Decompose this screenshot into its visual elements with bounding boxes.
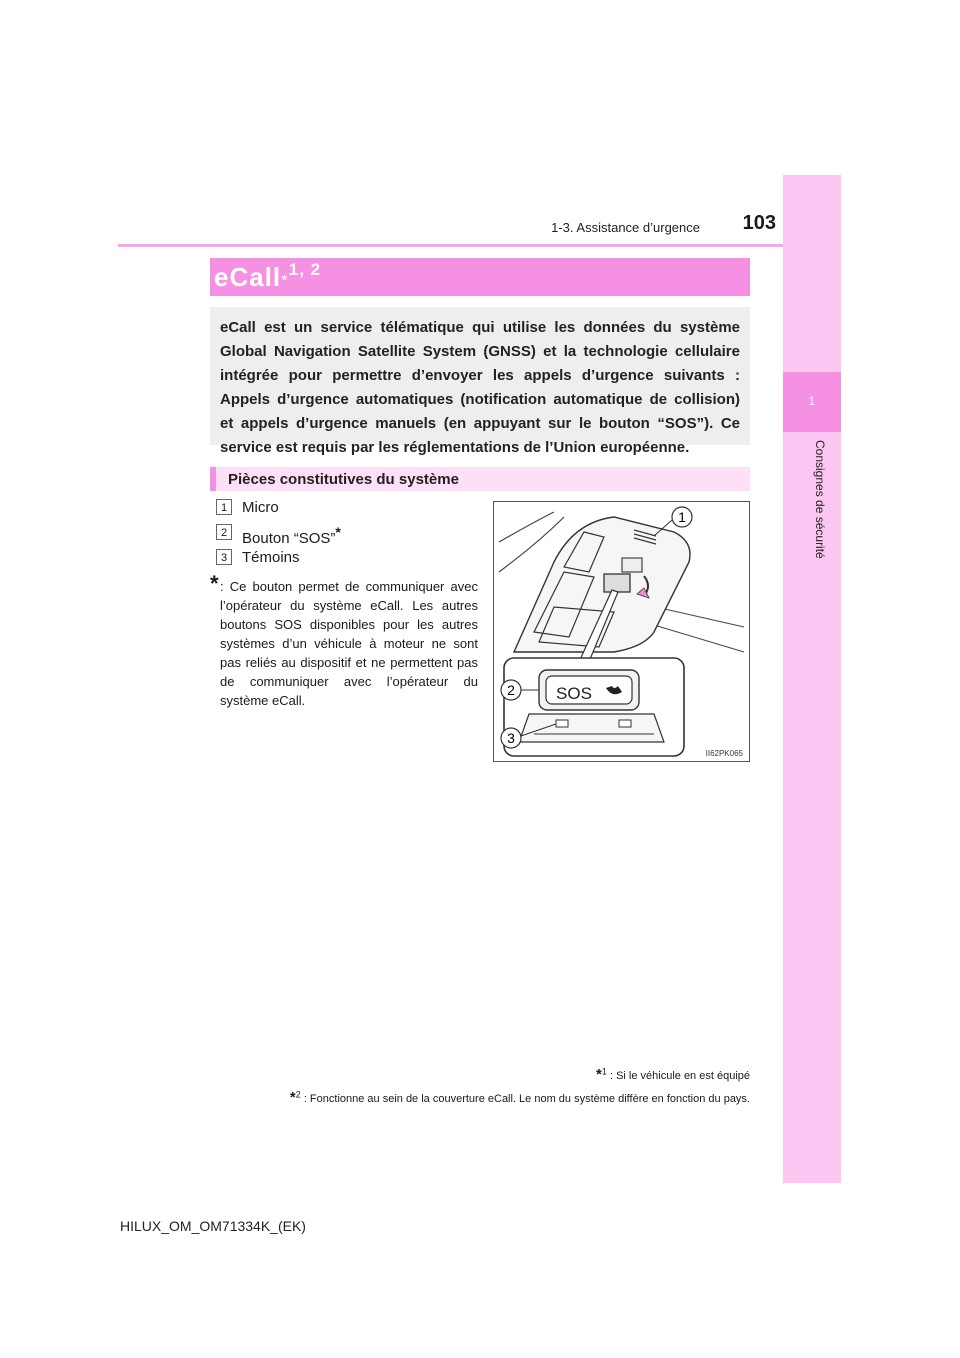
callout-1: 1	[678, 509, 686, 525]
section-title: 1-3. Assistance d’urgence	[551, 220, 700, 235]
list-item	[216, 549, 476, 569]
subheading	[210, 467, 750, 491]
title-asterisk: *	[281, 271, 289, 290]
note-asterisk: *	[210, 571, 219, 596]
list-item	[216, 499, 476, 519]
title-bar	[210, 258, 750, 296]
page-title: eCall*$^{1, 2}$	[214, 260, 322, 292]
side-tab-label: Consignes de sécurité	[813, 440, 827, 559]
side-tab	[783, 175, 841, 1183]
subheading-text: Pièces constitutives du système	[228, 471, 459, 488]
intro-text: eCall est un service télématique qui utilise les données du système Global Navigation Satellite System (GNSS) et la technologie cellulaire intégrée pour permettre d’envoyer les appels d’urgence suivants : Appels d’urgence automatiques (notification automatique de collision) et appels d’urgence manuels (en appuyant sur le bouton “SOS”). Ce service est requis par les réglementations de l’Union européenne.	[220, 319, 740, 456]
sos-button-text: SOS	[556, 684, 592, 703]
figure-overhead-console	[493, 501, 750, 762]
callout-3: 3	[507, 730, 515, 746]
item-mark: *	[335, 524, 341, 540]
item-label: Bouton “SOS”*	[242, 524, 341, 547]
console-illustration	[494, 502, 749, 761]
note-text: : Ce bouton permet de communiquer avec l’opérateur du système eCall. Les autres boutons SOS disponibles pour les autres systèmes d’un véhicule à moteur ne sont pas reliés au dispositif et ne permettent pas de communiquer avec l’opérateur du système eCall.	[220, 579, 478, 708]
callout-2: 2	[507, 682, 515, 698]
intro-box	[210, 307, 750, 456]
figure-code: II62PK065	[705, 749, 743, 758]
side-tab-number: 1	[783, 372, 841, 432]
item-label: Témoins	[242, 549, 300, 566]
page-number: 103	[742, 212, 776, 234]
item-number-box: 3	[216, 549, 232, 565]
footnote-2: *$^2$ : Fonctionne au sein de la couverture eCall. Le nom du système diffère en fonction du pays.	[289, 1089, 750, 1106]
item-label: Micro	[242, 499, 279, 516]
item-number-box: 2	[216, 524, 232, 540]
title-superscript: 1, 2	[288, 260, 322, 279]
document-id: HILUX_OM_OM71334K_(EK)	[120, 1218, 306, 1234]
item-footnote	[210, 571, 478, 710]
footnote-1: *$^1$ : Si le véhicule en est équipé	[596, 1066, 750, 1083]
header-rule	[118, 244, 783, 247]
list-item	[216, 524, 476, 547]
item-number-box: 1	[216, 499, 232, 515]
